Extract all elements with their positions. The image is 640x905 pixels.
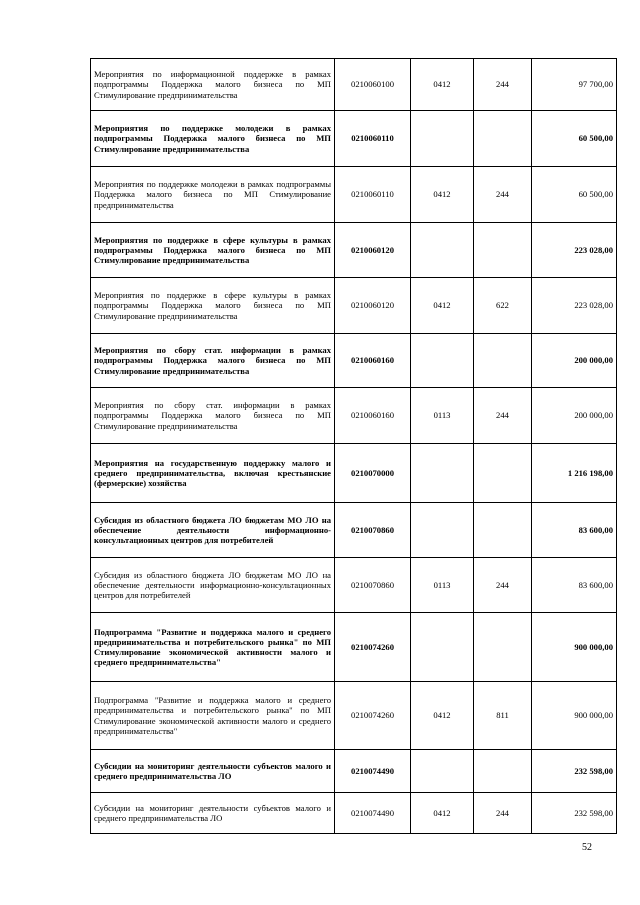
row-code: 0210074260	[335, 682, 411, 750]
row-name: Мероприятия на государственную поддержку малого и среднего предпринимательства, включая крестьянские (фермерские) хозяйства	[91, 444, 335, 503]
row-type	[474, 223, 532, 278]
row-code: 0210060120	[335, 278, 411, 334]
table-row	[91, 793, 617, 834]
row-name: Субсидия из областного бюджета ЛО бюджетам МО ЛО на обеспечение деятельности информационно-консультационных центров для потребителей	[91, 503, 335, 558]
row-type	[474, 503, 532, 558]
table-row	[91, 167, 617, 223]
row-name: Мероприятия по поддержке молодежи в рамках подпрограммы Поддержка малого бизнеса по МП Стимулирование предпринимательства	[91, 111, 335, 167]
row-name: Субсидии на мониторинг деятельности субъектов малого и среднего предпринимательства ЛО	[91, 793, 335, 834]
row-section: 0412	[411, 278, 474, 334]
row-code: 0210060160	[335, 388, 411, 444]
row-type: 244	[474, 167, 532, 223]
row-amount: 60 500,00	[532, 167, 617, 223]
row-name: Субсидия из областного бюджета ЛО бюджетам МО ЛО на обеспечение деятельности информационно-консультационных центров для потребителей	[91, 558, 335, 613]
row-name: Подпрограмма "Развитие и поддержка малого и среднего предпринимательства и потребительского рынка" по МП Стимулирование экономической активности малого и среднего предпринимательства"	[91, 682, 335, 750]
row-code: 0210074490	[335, 750, 411, 793]
row-name: Субсидии на мониторинг деятельности субъектов малого и среднего предпринимательства ЛО	[91, 750, 335, 793]
row-name: Подпрограмма "Развитие и поддержка малого и среднего предпринимательства и потребительского рынка" по МП Стимулирование экономической активности малого и среднего предпринимательства"	[91, 613, 335, 682]
row-type	[474, 613, 532, 682]
table-row	[91, 750, 617, 793]
table-row	[91, 682, 617, 750]
row-type: 811	[474, 682, 532, 750]
page-number: 52	[582, 842, 592, 853]
table-row	[91, 388, 617, 444]
row-amount: 200 000,00	[532, 334, 617, 388]
row-amount: 1 216 198,00	[532, 444, 617, 503]
row-section	[411, 503, 474, 558]
row-section: 0412	[411, 793, 474, 834]
table-row	[91, 444, 617, 503]
row-amount: 900 000,00	[532, 613, 617, 682]
row-amount: 223 028,00	[532, 278, 617, 334]
row-section	[411, 111, 474, 167]
row-section	[411, 334, 474, 388]
row-type: 622	[474, 278, 532, 334]
row-section: 0113	[411, 388, 474, 444]
row-section: 0412	[411, 59, 474, 111]
row-code: 0210074260	[335, 613, 411, 682]
table-row	[91, 334, 617, 388]
row-type	[474, 111, 532, 167]
row-amount: 223 028,00	[532, 223, 617, 278]
row-amount: 900 000,00	[532, 682, 617, 750]
row-type: 244	[474, 59, 532, 111]
row-code: 0210070860	[335, 503, 411, 558]
row-section: 0412	[411, 682, 474, 750]
row-code: 0210060110	[335, 111, 411, 167]
row-type	[474, 444, 532, 503]
row-type: 244	[474, 793, 532, 834]
table-row	[91, 59, 617, 111]
row-code: 0210060100	[335, 59, 411, 111]
row-section: 0113	[411, 558, 474, 613]
row-section	[411, 750, 474, 793]
row-amount: 60 500,00	[532, 111, 617, 167]
row-code: 0210060110	[335, 167, 411, 223]
row-amount: 97 700,00	[532, 59, 617, 111]
row-type: 244	[474, 558, 532, 613]
budget-table	[90, 58, 617, 834]
budget-table-body	[91, 59, 617, 834]
table-row	[91, 278, 617, 334]
row-name: Мероприятия по сбору стат. информации в рамках подпрограммы Поддержка малого бизнеса по МП Стимулирование предпринимательства	[91, 334, 335, 388]
row-amount: 83 600,00	[532, 558, 617, 613]
row-name: Мероприятия по поддержке в сфере культуры в рамках подпрограммы Поддержка малого бизнеса по МП Стимулирование предпринимательства	[91, 223, 335, 278]
row-section	[411, 444, 474, 503]
row-section	[411, 613, 474, 682]
row-amount: 200 000,00	[532, 388, 617, 444]
row-code: 0210074490	[335, 793, 411, 834]
row-name: Мероприятия по поддержке в сфере культуры в рамках подпрограммы Поддержка малого бизнеса по МП Стимулирование предпринимательства	[91, 278, 335, 334]
row-name: Мероприятия по информационной поддержке в рамках подпрограммы Поддержка малого бизнеса по МП Стимулирование предпринимательства	[91, 59, 335, 111]
row-code: 0210070000	[335, 444, 411, 503]
table-row	[91, 503, 617, 558]
row-name: Мероприятия по сбору стат. информации в рамках подпрограммы Поддержка малого бизнеса по МП Стимулирование предпринимательства	[91, 388, 335, 444]
row-amount: 232 598,00	[532, 793, 617, 834]
table-row	[91, 613, 617, 682]
table-row	[91, 223, 617, 278]
row-section: 0412	[411, 167, 474, 223]
row-amount: 232 598,00	[532, 750, 617, 793]
table-row	[91, 558, 617, 613]
row-code: 0210060160	[335, 334, 411, 388]
row-name: Мероприятия по поддержке молодежи в рамках подпрограммы Поддержка малого бизнеса по МП Стимулирование предпринимательства	[91, 167, 335, 223]
row-section	[411, 223, 474, 278]
row-type: 244	[474, 388, 532, 444]
row-amount: 83 600,00	[532, 503, 617, 558]
table-row	[91, 111, 617, 167]
row-type	[474, 334, 532, 388]
row-type	[474, 750, 532, 793]
row-code: 0210070860	[335, 558, 411, 613]
row-code: 0210060120	[335, 223, 411, 278]
